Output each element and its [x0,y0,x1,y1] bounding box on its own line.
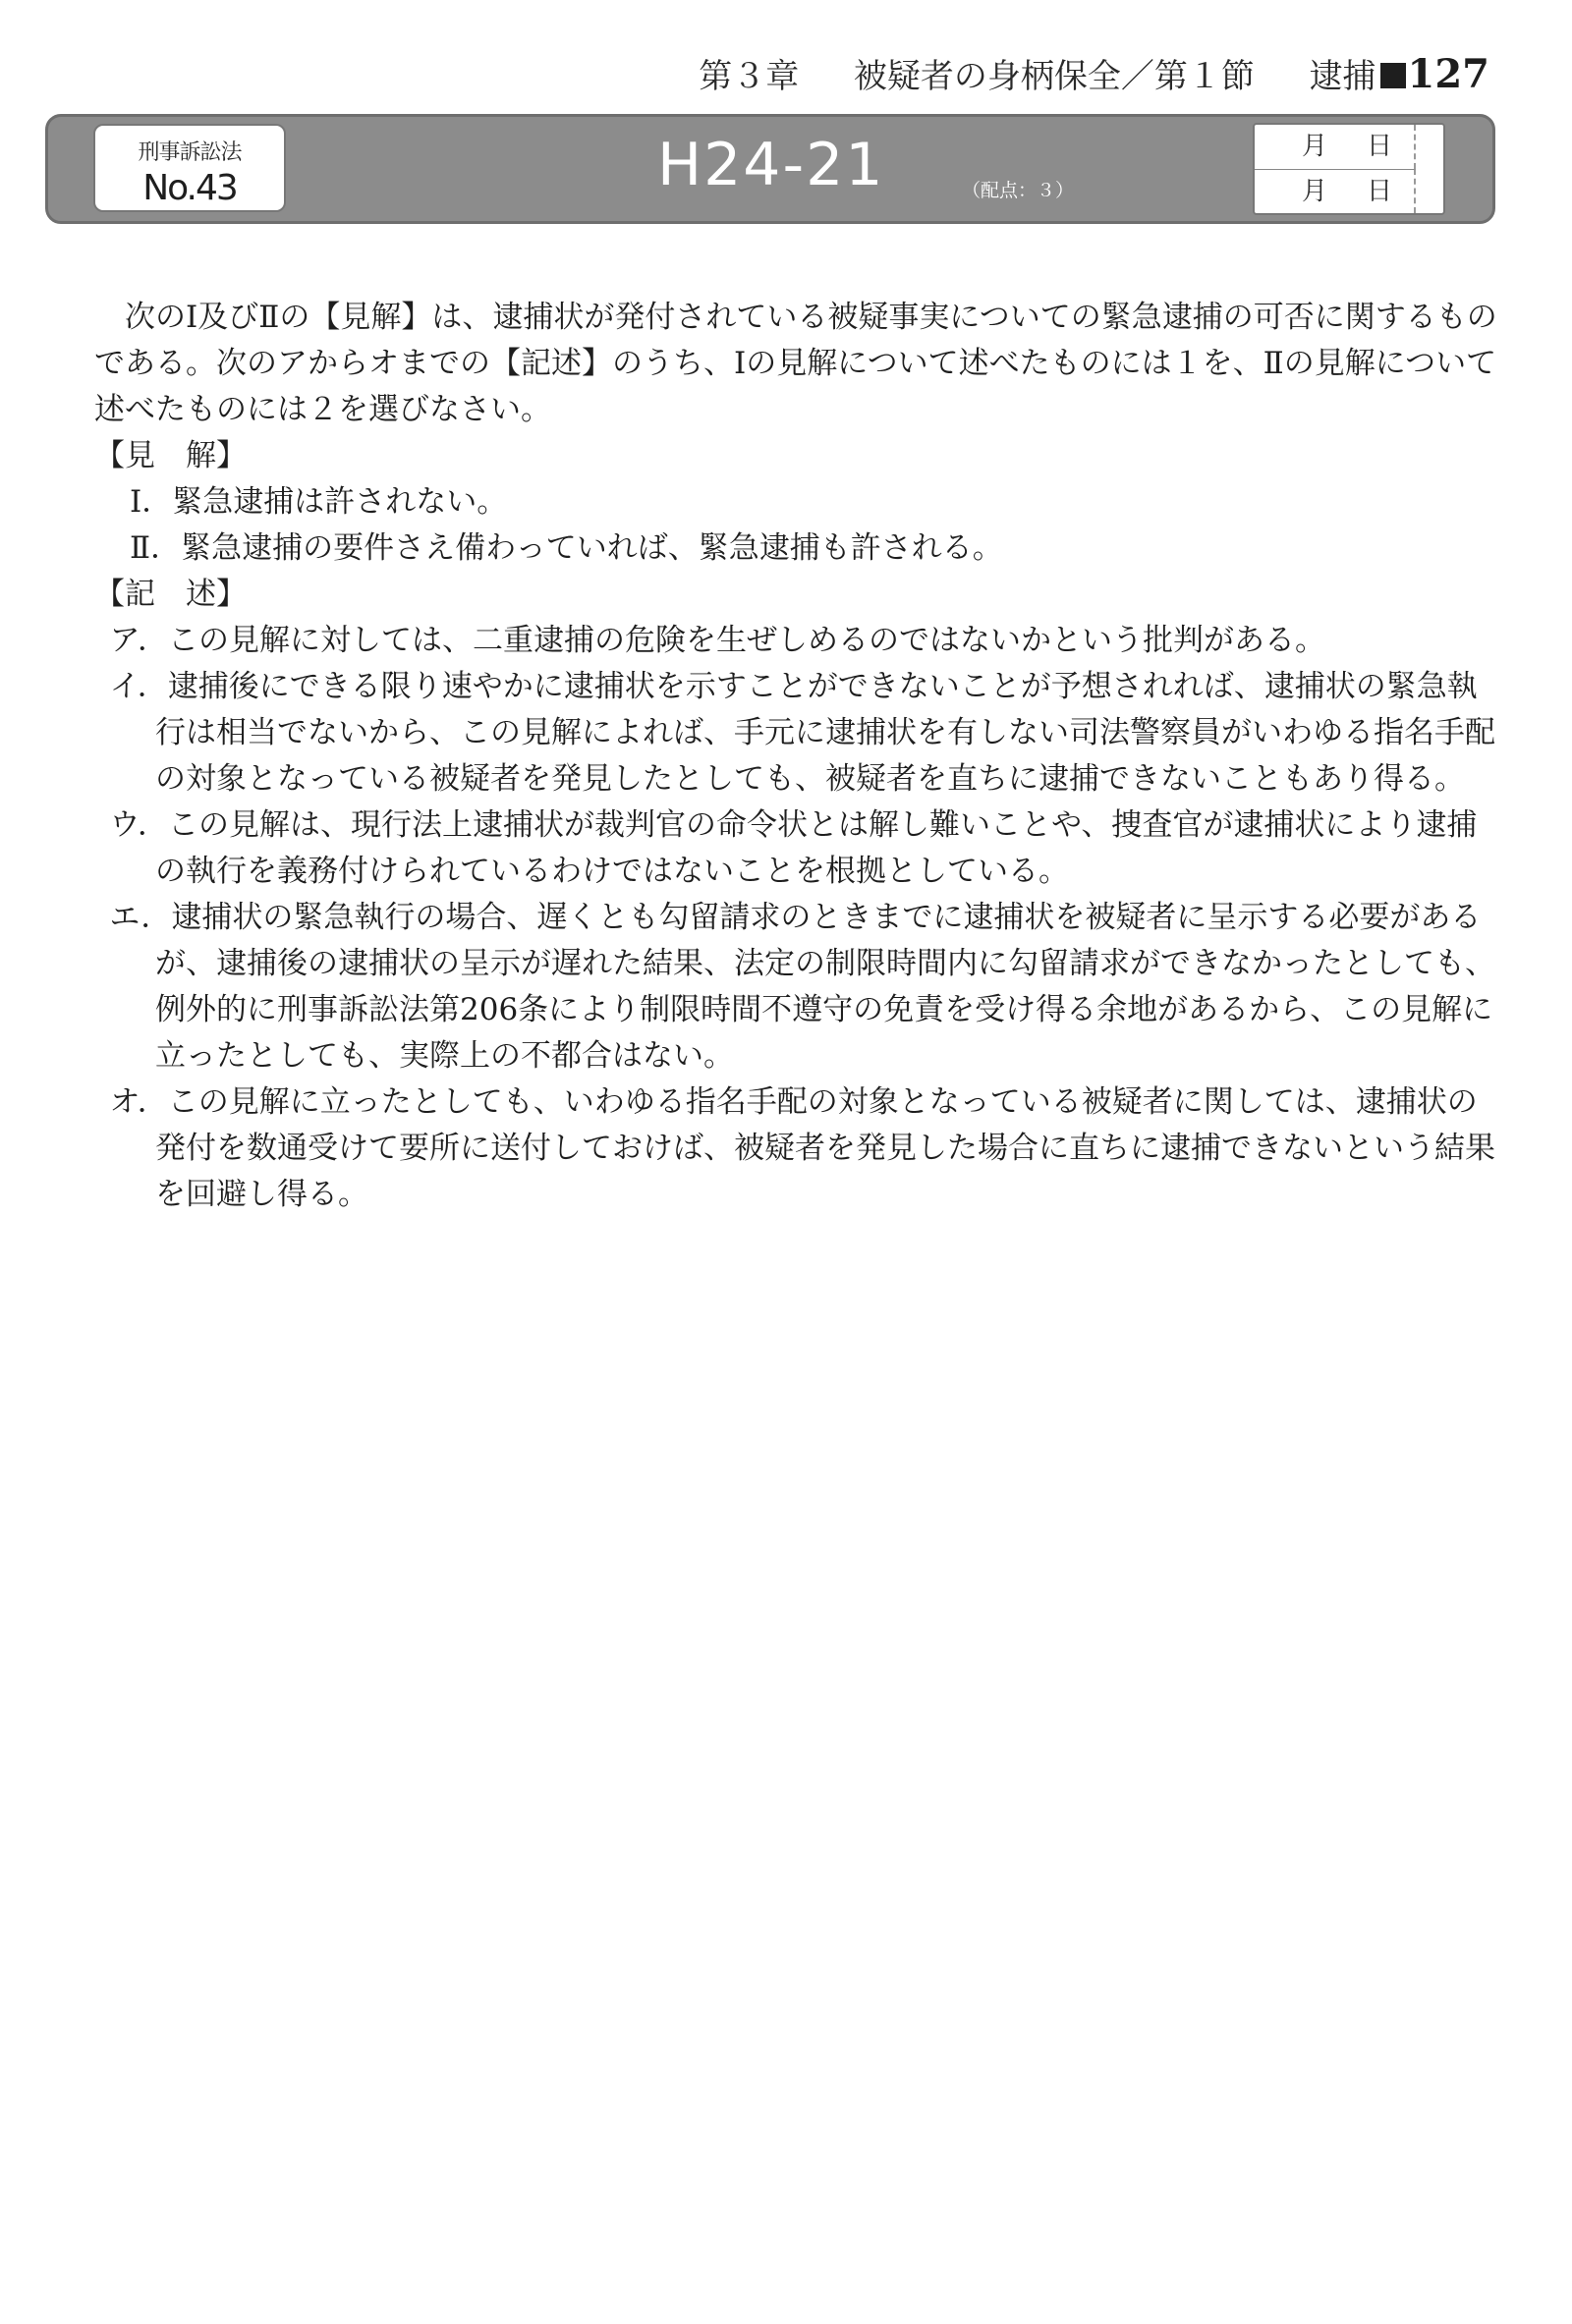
statement-u: ウ．この見解は、現行法上逮捕状が裁判官の命令状とは解し難いことや、捜査官が逮捕状により逮捕の執行を義務付けられているわけではないことを根拠としている。 [109,807,1478,889]
view-2: Ⅱ．緊急逮捕の要件さえ備わっていれば、緊急逮捕も許される。 [130,530,1003,566]
date-row-2 [1255,169,1416,213]
exam-code: H24-21 [657,131,885,199]
page-number: 127 [1407,51,1489,97]
day-label: 日 [1366,177,1392,206]
view-1: Ⅰ．緊急逮捕は許されない。 [130,484,508,520]
views-heading: 【見 解】 [94,438,247,473]
chapter-number: 第３章 [699,57,800,96]
points-label: （配点：３） [962,180,1075,201]
study-date-box [1253,123,1445,215]
black-square-icon [1380,63,1406,88]
subject-box [93,124,286,212]
running-head [699,51,1489,97]
question-body [94,295,1499,1218]
day-label: 日 [1366,132,1392,161]
statement-a: ア．この見解に対しては、二重逮捕の危険を生ぜしめるのではないかという批判がある。 [109,623,1326,658]
statement-i: イ．逮捕後にできる限り速やかに逮捕状を示すことができないことが予想されれば、逮捕状の緊急執行は相当でないから、この見解によれば、手元に逮捕状を有しない司法警察員がいわゆる指名手配の対象となっている被疑者を発見したとしても、被疑者を直ちに逮捕できないこともあり得る。 [109,669,1495,797]
statement-e: エ．逮捕状の緊急執行の場合、遅くとも勾留請求のときまでに逮捕状を被疑者に呈示する必要があるが、逮捕後の逮捕状の呈示が遅れた結果、法定の制限時間内に勾留請求ができなかったとしても、例外的に刑事訴訟法第206条により制限時間不遵守の免責を受け得る余地があるから、この見解に立ったとしても、実際上の不都合はない。 [109,900,1495,1074]
problem-number: No.43 [142,168,237,208]
date-row-1 [1255,125,1416,169]
question-intro: 次のⅠ及びⅡの【見解】は、逮捕状が発付されている被疑事実についての緊急逮捕の可否に関するものである。次のアからオまでの【記述】のうち、Ⅰの見解について述べたものには１を、Ⅱの見解について述べたものには２を選びなさい。 [94,300,1497,427]
chapter-title: 被疑者の身柄保全／第１節 [853,57,1255,96]
statements-heading: 【記 述】 [94,577,247,612]
month-label: 月 [1301,132,1327,161]
subject-name: 刑事訴訟法 [138,140,242,165]
statement-o: オ．この見解に立ったとしても、いわゆる指名手配の対象となっている被疑者に関しては、逮捕状の発付を数通受けて要所に送付しておけば、被疑者を発見した場合に直ちに逮捕できないという結果を回避し得る。 [109,1084,1495,1212]
problem-banner [45,114,1495,224]
month-label: 月 [1301,177,1327,206]
section-name: 逮捕 [1309,57,1376,96]
